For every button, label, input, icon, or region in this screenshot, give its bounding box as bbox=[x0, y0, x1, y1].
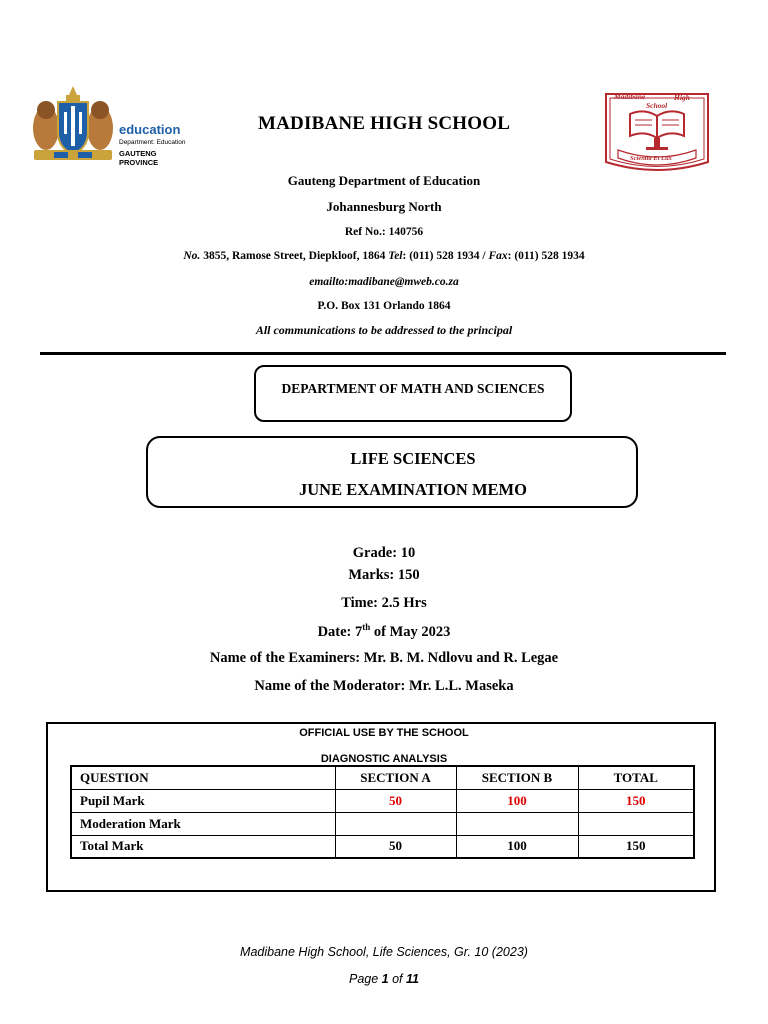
total-mark-total: 150 bbox=[578, 835, 694, 858]
page-word: Page bbox=[349, 972, 382, 986]
address-text: 3855, Ramose Street, Diepkloof, 1864 bbox=[203, 250, 386, 262]
row-label: Total Mark bbox=[71, 835, 335, 858]
fax-label: Fax bbox=[488, 250, 508, 262]
email-label: emailto bbox=[309, 276, 345, 288]
header-divider bbox=[40, 352, 726, 355]
row-label: Pupil Mark bbox=[71, 789, 335, 812]
ref-label: Ref No.: bbox=[344, 226, 386, 238]
total-mark-section-b: 100 bbox=[456, 835, 578, 858]
email-address[interactable]: :madibane@mweb.co.za bbox=[344, 276, 459, 288]
ref-value: 140756 bbox=[388, 226, 424, 238]
gauteng-education-logo bbox=[28, 86, 193, 166]
moderation-mark-total[interactable] bbox=[578, 812, 694, 835]
reference-number bbox=[0, 226, 768, 238]
page-number bbox=[0, 972, 768, 986]
logo-department-text: Department: Education bbox=[119, 139, 186, 146]
school-crest-logo bbox=[600, 90, 714, 174]
moderation-mark-section-a[interactable] bbox=[335, 812, 456, 835]
tel-label: Tel bbox=[388, 250, 403, 262]
footer-text: Madibane High School, Life Sciences, Gr. 10 (2023) bbox=[240, 945, 528, 959]
date-superscript: th bbox=[362, 622, 371, 632]
pupil-mark-total: 150 bbox=[578, 789, 694, 812]
table-row bbox=[71, 835, 694, 858]
crest-text-madibane: Madibane bbox=[614, 92, 646, 101]
department-name: DEPARTMENT OF MATH AND SCIENCES bbox=[281, 381, 545, 396]
row-label: Moderation Mark bbox=[71, 812, 335, 835]
school-name: MADIBANE HIGH SCHOOL bbox=[258, 113, 511, 134]
crest-text-high: High bbox=[674, 93, 690, 102]
column-header: SECTION B bbox=[456, 766, 578, 789]
email-line[interactable] bbox=[0, 276, 768, 288]
logo-province-text: GAUTENG PROVINCE bbox=[119, 149, 159, 167]
page-current: 1 bbox=[381, 972, 389, 986]
column-header: SECTION A bbox=[335, 766, 456, 789]
date-prefix: Date: 7 bbox=[317, 623, 363, 640]
official-use-title: OFFICIAL USE BY THE SCHOOL bbox=[299, 727, 469, 739]
pupil-mark-section-a: 50 bbox=[335, 789, 456, 812]
table-row bbox=[71, 789, 694, 812]
moderation-mark-section-b[interactable] bbox=[456, 812, 578, 835]
table-row bbox=[71, 812, 694, 835]
logo-education-text: education bbox=[119, 122, 181, 137]
date-suffix: of May 2023 bbox=[370, 623, 451, 640]
diagnostic-table bbox=[70, 765, 695, 859]
district-name: Johannesburg North bbox=[326, 199, 442, 214]
tel-value: : (011) 528 1934 / bbox=[402, 250, 486, 262]
marks: Marks: 150 bbox=[348, 567, 420, 583]
pupil-mark-section-b: 100 bbox=[456, 789, 578, 812]
department-of-education: Gauteng Department of Education bbox=[287, 173, 481, 188]
communications-note: All communications to be addressed to the principal bbox=[255, 323, 513, 337]
diagnostic-analysis-title: DIAGNOSTIC ANALYSIS bbox=[320, 753, 448, 765]
po-box: P.O. Box 131 Orlando 1864 bbox=[317, 300, 451, 312]
total-mark-section-a: 50 bbox=[335, 835, 456, 858]
column-header: TOTAL bbox=[578, 766, 694, 789]
crest-text-school: School bbox=[646, 101, 668, 110]
address-no-label: No. bbox=[183, 250, 201, 262]
fax-value: : (011) 528 1934 bbox=[507, 250, 585, 262]
address-line bbox=[0, 250, 768, 262]
grade: Grade: 10 bbox=[352, 545, 416, 561]
exam-date bbox=[0, 622, 768, 641]
page-of: of bbox=[388, 972, 406, 986]
moderator: Name of the Moderator: Mr. L.L. Maseka bbox=[254, 678, 514, 694]
crest-motto: Scientia Et Lux bbox=[630, 155, 672, 162]
column-header: QUESTION bbox=[71, 766, 335, 789]
paper-title: JUNE EXAMINATION MEMO bbox=[299, 480, 527, 499]
examiners: Name of the Examiners: Mr. B. M. Ndlovu and R. Legae bbox=[209, 650, 559, 666]
subject-name: LIFE SCIENCES bbox=[350, 449, 476, 468]
page-total: 11 bbox=[406, 972, 419, 986]
table-header-row bbox=[71, 766, 694, 789]
time: Time: 2.5 Hrs bbox=[341, 595, 427, 611]
